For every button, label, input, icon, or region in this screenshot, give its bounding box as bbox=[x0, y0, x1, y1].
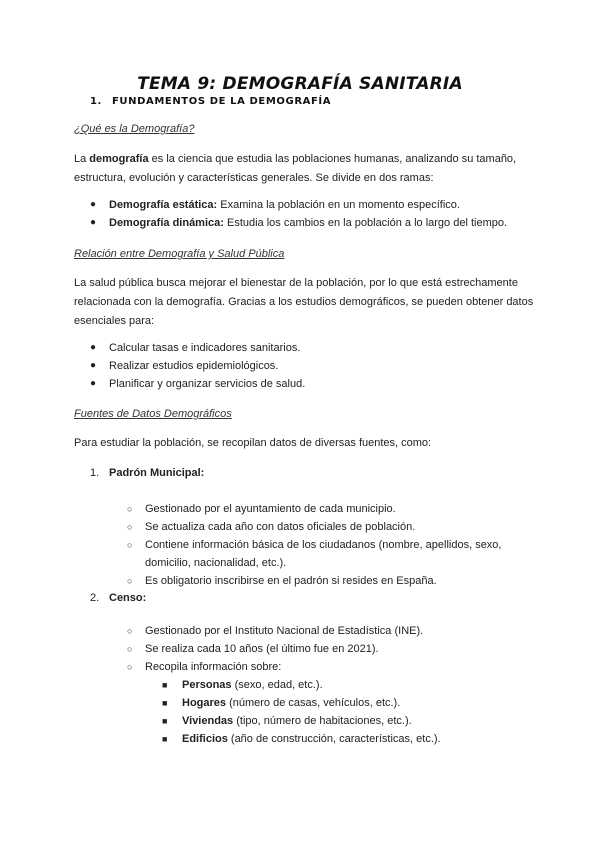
subheading-relacion: Relación entre Demografía y Salud Pública bbox=[74, 248, 285, 260]
circle-bullet-icon: ○ bbox=[127, 576, 133, 586]
subheading-fuentes: Fuentes de Datos Demográficos bbox=[74, 408, 232, 420]
circle-bullet-icon: ○ bbox=[127, 662, 133, 672]
paragraph-fuentes: Para estudiar la población, se recopilan datos de diversas fuentes, como: bbox=[74, 437, 432, 449]
document-page: TEMA 9: DEMOGRAFÍA SANITARIA 1. FUNDAMENTOS DE LA DEMOGRAFÍA ¿Qué es la Demografía? La demografía es la ciencia que estudia las poblaciones humanas, analizando su tamaño, estructura, evolución y características generales. Se divide en dos ramas: ● Demografía estática: Examina la población en un momento específico. ● Demografía dinámica: Estudia los cambios en la población a lo largo del tiempo. Relación entre Demografía y Salud Pública La salud pública busca mejorar el bienestar de la población, por lo que está estrechamente relacionada con la demografía. Gracias a los estudios demográficos, se pueden obtener datos esenciales para: ● Calcular tasas e indicadores sanitarios. ● Realizar estudios epidemiológicos. ● Planificar y organizar servicios de salud. Fuentes de Datos Demográficos Para estudiar la población, se recopilan datos de diversas fuentes, como: 1. Padrón Municipal: ○ Gestionado por el ayuntamiento de cada municipio. ○ Se actualiza cada año con datos oficiales de población. ○ Contiene información básica de los ciudadanos (nombre, apellidos, sexo, domicilio, nacionalidad, etc.). ○ Es obligatorio inscribirse en el padrón si resides en España. 2. Censo: ○ Gestionado por el Instituto Nacional de Estadística (INE). ○ Se realiza cada 10 años (el último fue en 2021). ○ Recopila información sobre: ■ Personas (sexo, edad, etc.). ■ Hogares (número de casas, vehículos, etc.). ■ Viviendas (tipo, número de habitaciones, etc.). ■ Edificios (año de construcción, características, etc.). bbox=[0, 0, 600, 848]
subheading-que-es: ¿Qué es la Demografía? bbox=[74, 123, 195, 135]
bullet-icon: ● bbox=[90, 342, 97, 353]
square-bullet-icon: ■ bbox=[162, 698, 168, 708]
circle-bullet-icon: ○ bbox=[127, 522, 133, 532]
bullet-icon: ● bbox=[90, 378, 97, 389]
bullet-icon: ● bbox=[90, 199, 97, 210]
bullet-icon: ● bbox=[90, 360, 97, 371]
square-bullet-icon: ■ bbox=[162, 716, 168, 726]
paragraph-definition: La demografía es la ciencia que estudia las poblaciones humanas, analizando su tamaño, estructura, evolución y características generales. Se divide en dos ramas: bbox=[74, 153, 517, 184]
circle-bullet-icon: ○ bbox=[127, 644, 133, 654]
paragraph-relacion: La salud pública busca mejorar el bienestar de la población, por lo que está estrechamente relacionada con la demografía. Gracias a los estudios demográficos, se pueden obtener datos esenciales para: bbox=[74, 277, 534, 327]
section-number: 1. bbox=[90, 96, 102, 107]
square-bullet-icon: ■ bbox=[162, 734, 168, 744]
term-demografia: demografía bbox=[89, 153, 149, 165]
square-bullet-icon: ■ bbox=[162, 680, 168, 690]
document-title: TEMA 9: DEMOGRAFÍA SANITARIA bbox=[137, 74, 463, 94]
bullet-icon: ● bbox=[90, 217, 97, 228]
circle-bullet-icon: ○ bbox=[127, 504, 133, 514]
circle-bullet-icon: ○ bbox=[127, 626, 133, 636]
section-heading bbox=[90, 96, 331, 107]
circle-bullet-icon: ○ bbox=[127, 540, 133, 550]
section-title: FUNDAMENTOS DE LA DEMOGRAFÍA bbox=[112, 96, 332, 107]
